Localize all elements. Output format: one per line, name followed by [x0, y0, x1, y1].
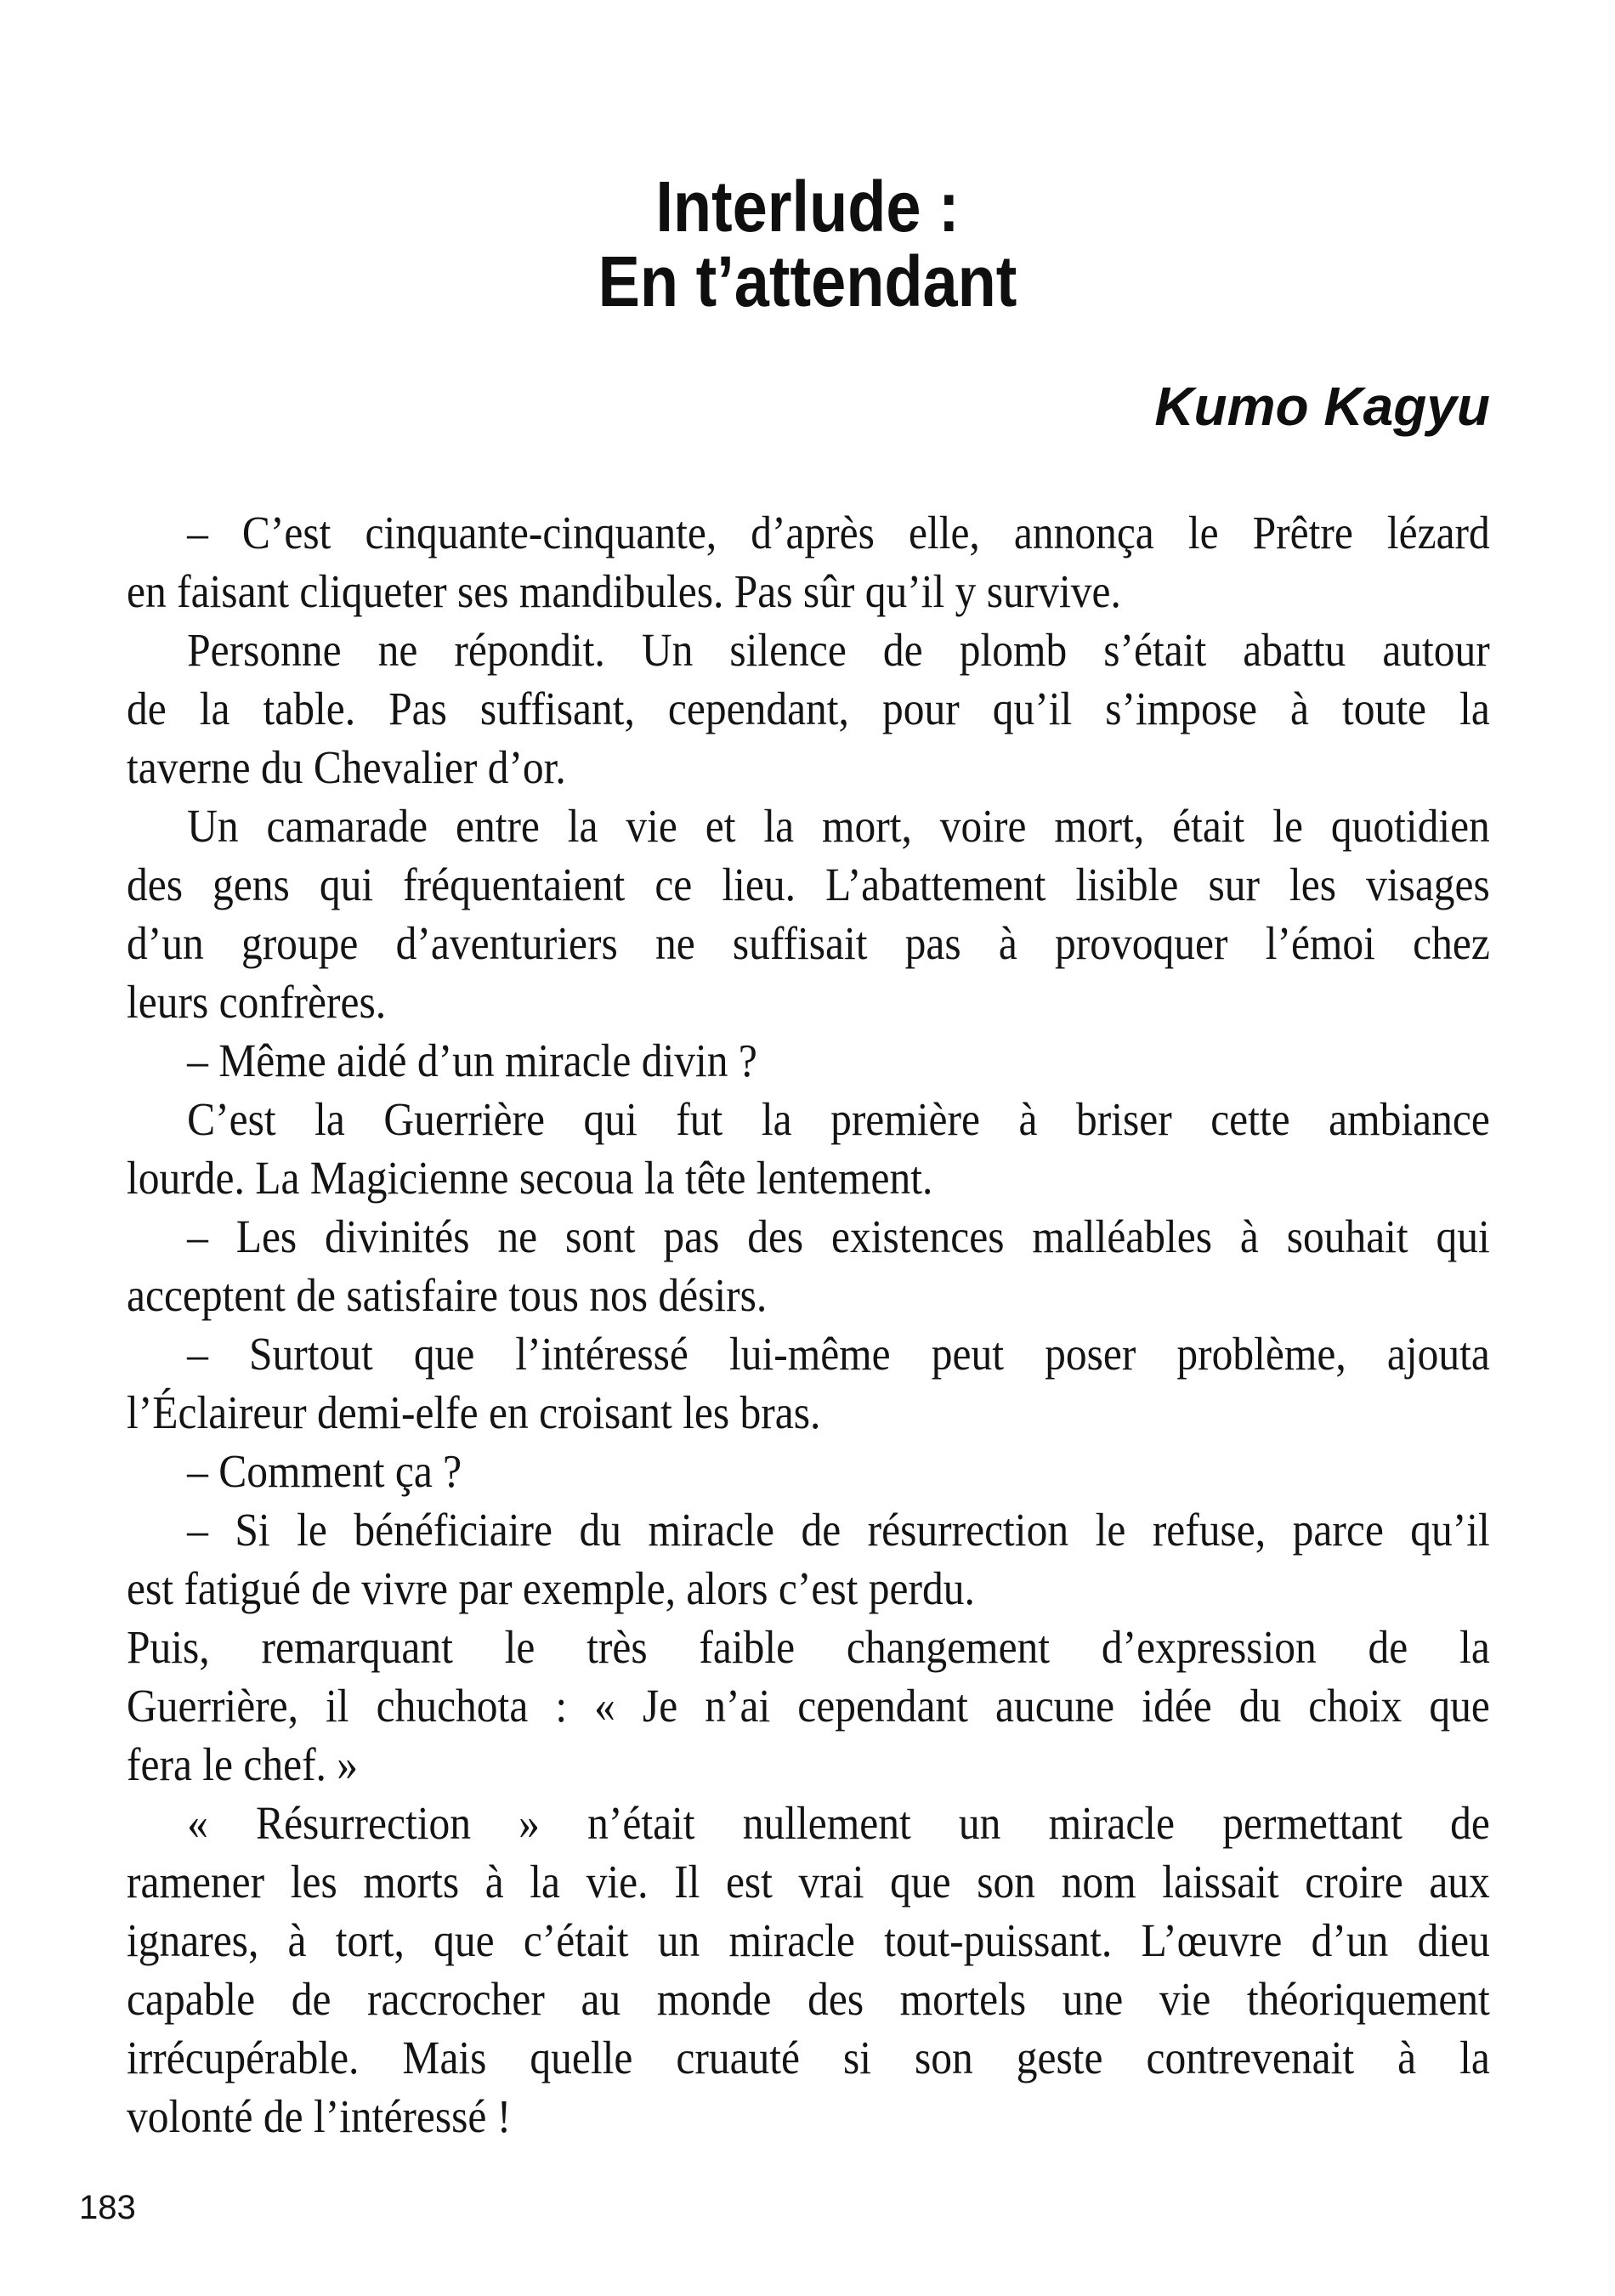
text-line: – Même aidé d’un miracle divin ?	[187, 1035, 757, 1086]
paragraph	[127, 503, 1490, 621]
paragraph	[127, 1324, 1490, 1442]
text-line: – C’est cinquante-cinquante, d’après elle, annonça le Prêtre lézard	[187, 507, 1490, 558]
text-line: des gens qui fréquentaient ce lieu. L’abattement lisible sur les visages	[127, 859, 1490, 910]
text-line: acceptent de satisfaire tous nos désirs.	[127, 1269, 768, 1321]
author-name: Kumo Kagyu	[1154, 376, 1490, 437]
text-line: Personne ne répondit. Un silence de plomb s’était abattu autour	[187, 624, 1490, 676]
text-line: « Résurrection » n’était nullement un miracle permettant de	[187, 1797, 1490, 1849]
body-text	[127, 503, 1490, 2146]
paragraph	[127, 1618, 1490, 1794]
paragraph	[127, 1500, 1490, 1618]
text-line: de la table. Pas suffisant, cependant, pour qu’il s’impose à toute la	[127, 683, 1490, 734]
text-line: est fatigué de vivre par exemple, alors c’est perdu.	[127, 1562, 975, 1614]
chapter-title	[97, 169, 1518, 319]
text-line: – Comment ça ?	[187, 1445, 462, 1497]
text-line: fera le chef. »	[127, 1738, 359, 1790]
text-line: Guerrière, il chuchota : « Je n’ai cependant aucune idée du choix que	[127, 1680, 1490, 1732]
text-line: – Surtout que l’intéressé lui-même peut poser problème, ajouta	[187, 1328, 1490, 1380]
text-line: ramener les morts à la vie. Il est vrai que son nom laissait croire aux	[127, 1856, 1490, 1908]
paragraph	[127, 1442, 1490, 1500]
chapter-title-line: En t’attendant	[598, 241, 1017, 321]
text-line: leurs confrères.	[127, 976, 387, 1028]
text-line: – Si le bénéficiaire du miracle de résurrection le refuse, parce qu’il	[187, 1504, 1490, 1556]
text-line: Puis, remarquant le très faible changement d’expression de la	[127, 1621, 1490, 1673]
paragraph	[127, 1031, 1490, 1090]
text-line: d’un groupe d’aventuriers ne suffisait pas à provoquer l’émoi chez	[127, 917, 1490, 969]
paragraph	[127, 1090, 1490, 1207]
paragraph	[127, 621, 1490, 797]
text-line: en faisant cliqueter ses mandibules. Pas sûr qu’il y survive.	[127, 565, 1121, 617]
text-line: l’Éclaireur demi-elfe en croisant les bras.	[127, 1386, 821, 1438]
text-line: capable de raccrocher au monde des mortels une vie théoriquement	[127, 1973, 1490, 2025]
page-number: 183	[79, 2189, 136, 2226]
paragraph	[127, 1794, 1490, 2146]
text-line: ignares, à tort, que c’était un miracle tout-puissant. L’œuvre d’un dieu	[127, 1914, 1490, 1966]
paragraph	[127, 797, 1490, 1031]
text-line: C’est la Guerrière qui fut la première à briser cette ambiance	[187, 1093, 1490, 1145]
text-line: Un camarade entre la vie et la mort, voire mort, était le quotidien	[187, 800, 1490, 852]
paragraph	[127, 1207, 1490, 1324]
text-line: lourde. La Magicienne secoua la tête lentement.	[127, 1152, 933, 1204]
text-line: irrécupérable. Mais quelle cruauté si son geste contrevenait à la	[127, 2032, 1490, 2083]
text-line: taverne du Chevalier d’or.	[127, 741, 566, 793]
chapter-title-line: Interlude :	[655, 167, 960, 247]
text-line: volonté de l’intéressé !	[127, 2090, 512, 2142]
text-line: – Les divinités ne sont pas des existences malléables à souhait qui	[187, 1210, 1490, 1262]
